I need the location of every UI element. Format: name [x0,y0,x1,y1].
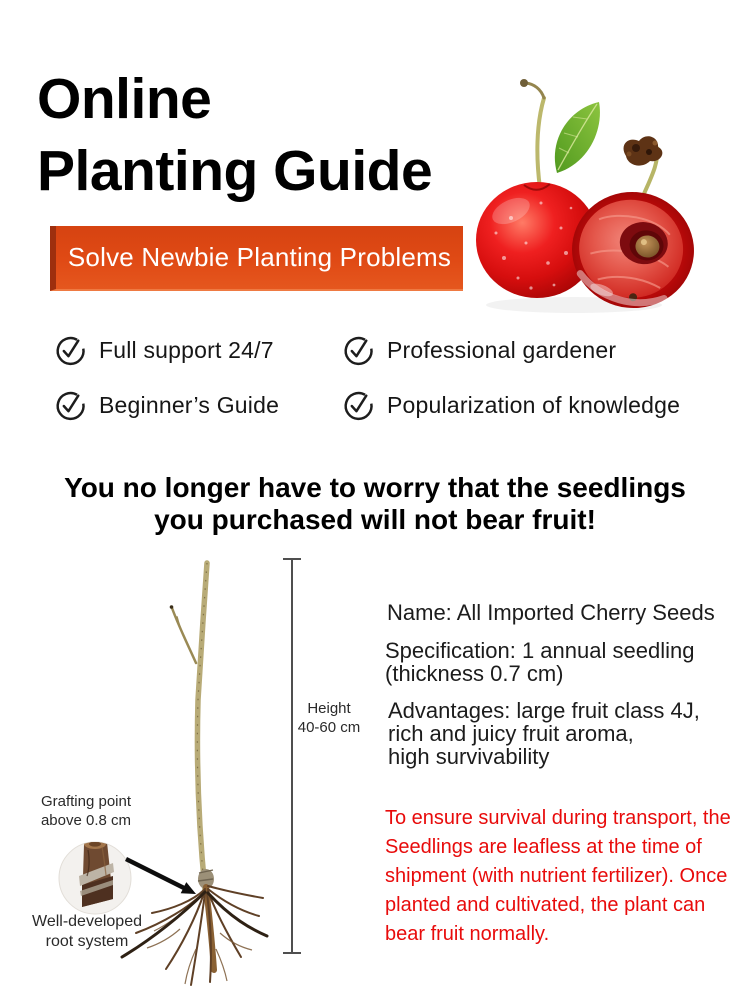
check-circle-icon [55,390,86,421]
page-title-line1: Online [37,67,212,131]
feature-popularization [343,388,680,422]
product-advantages [388,699,700,768]
root-system-label-line1: Well-developed [32,913,142,930]
check-circle-icon [343,335,374,366]
height-label [289,699,369,737]
transport-note-line3: shipment (with nutrient fertilizer). Once [385,865,728,887]
arrow-icon [126,859,196,894]
product-name-line: Name: All Imported Cherry Seeds [387,600,715,625]
feature-label: Beginner’s Guide [99,391,280,418]
page-title-line2: Planting Guide [37,139,433,203]
check-circle-icon [55,335,86,366]
product-specification [385,639,694,685]
page-title [37,63,432,207]
feature-professional-gardener [343,333,616,367]
product-adv-line3: high survivability [388,744,550,769]
height-label-line2: 40-60 cm [297,719,361,736]
transport-note-line5: bear fruit normally. [385,923,550,945]
product-name [387,601,715,624]
root-system-label-line2: root system [45,933,129,950]
headline-line1: You no longer have to worry that the seedlings [64,472,686,503]
grafting-point-label [15,792,157,830]
product-adv-line2: rich and juicy fruit aroma, [388,721,634,746]
product-spec-line2: (thickness 0.7 cm) [385,661,564,686]
height-label-line1: Height [307,700,351,717]
root-system-label [13,912,161,952]
transport-note-line1: To ensure survival during transport, the [385,807,731,829]
feature-full-support [55,333,274,367]
feature-label: Full support 24/7 [99,336,274,363]
banner-label: Solve Newbie Planting Problems [67,242,452,272]
transport-note-line4: planted and cultivated, the plant can [385,894,706,916]
product-spec-line1: Specification: 1 annual seedling [385,638,695,663]
transport-note [385,804,747,949]
product-adv-line1: Advantages: large fruit class 4J, [388,698,700,723]
measure-line [283,559,301,953]
feature-label: Professional gardener [387,336,617,363]
transport-note-line2: Seedlings are leafless at the time of [385,836,702,858]
banner-solve-problems [50,226,463,291]
check-circle-icon [343,390,374,421]
grafting-point-label-line1: Grafting point [40,793,132,810]
grafting-point-label-line2: above 0.8 cm [40,812,132,829]
cherries-image [456,53,750,321]
grafting-inset-image [59,839,131,914]
headline [0,472,750,536]
headline-line2: you purchased will not bear fruit! [154,504,596,535]
feature-label: Popularization of knowledge [387,391,681,418]
feature-beginners-guide [55,388,279,422]
